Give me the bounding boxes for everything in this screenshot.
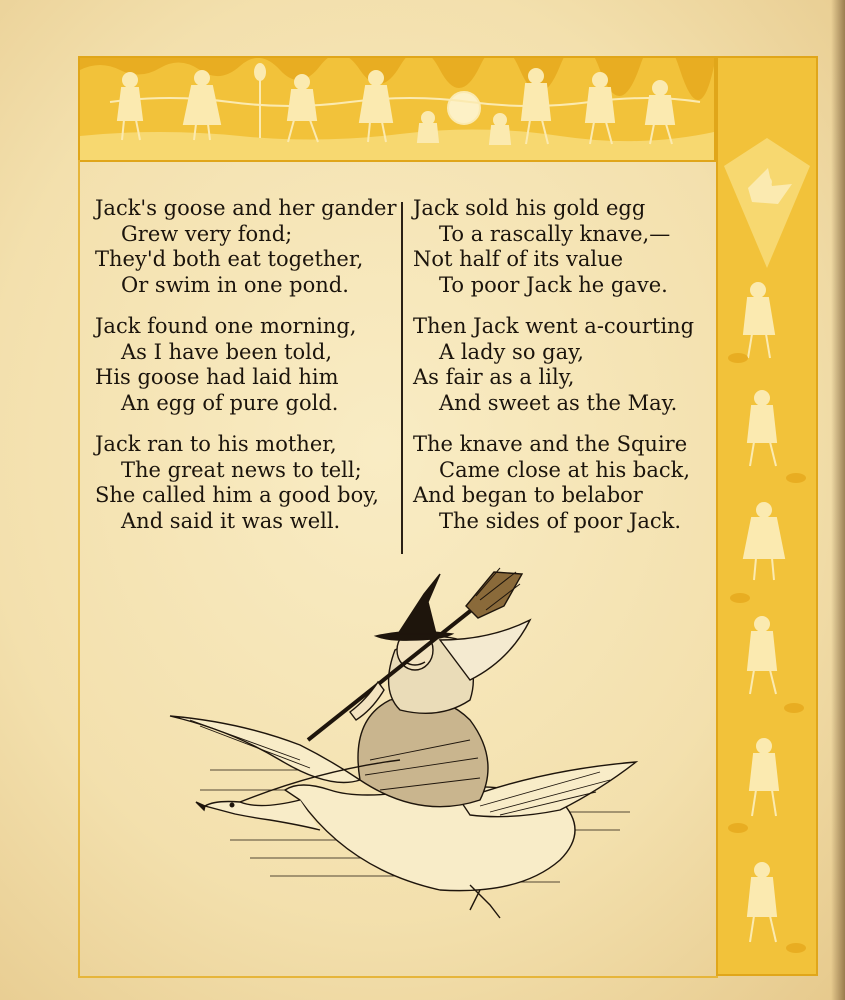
poem-line: To poor Jack he gave.	[439, 272, 668, 297]
poem-line: Then Jack went a-courting	[413, 314, 695, 338]
poem-line: She called him a good boy,	[95, 483, 379, 507]
poem-line: As fair as a lily,	[413, 365, 575, 389]
poem-line: And sweet as the May.	[439, 390, 678, 415]
poem-line: An egg of pure gold.	[121, 390, 339, 415]
poem-line: Jack found one morning,	[95, 314, 357, 338]
poem-line: His goose had laid him	[95, 365, 339, 389]
poem-line: Jack ran to his mother,	[95, 432, 337, 456]
poem-line: Jack sold his gold egg	[413, 196, 646, 220]
poem-line: They'd both eat together,	[95, 247, 364, 271]
poem-line: And said it was well.	[121, 508, 341, 533]
poem-line: A lady so gay,	[439, 339, 584, 364]
poem-line: Not half of its value	[413, 247, 624, 271]
poem-line: To a rascally knave,—	[439, 221, 671, 246]
poem-line: The sides of poor Jack.	[439, 508, 682, 533]
poem-line: The great news to tell;	[121, 457, 362, 482]
poem-line: Jack's goose and her gander	[95, 196, 397, 220]
poem-line: Came close at his back,	[439, 457, 691, 482]
poem-line: The knave and the Squire	[413, 432, 688, 456]
poem-line: As I have been told,	[121, 339, 333, 364]
poem-line: And began to belabor	[413, 483, 643, 507]
poem-line: Grew very fond;	[121, 221, 293, 246]
poem-line: Or swim in one pond.	[121, 272, 349, 297]
